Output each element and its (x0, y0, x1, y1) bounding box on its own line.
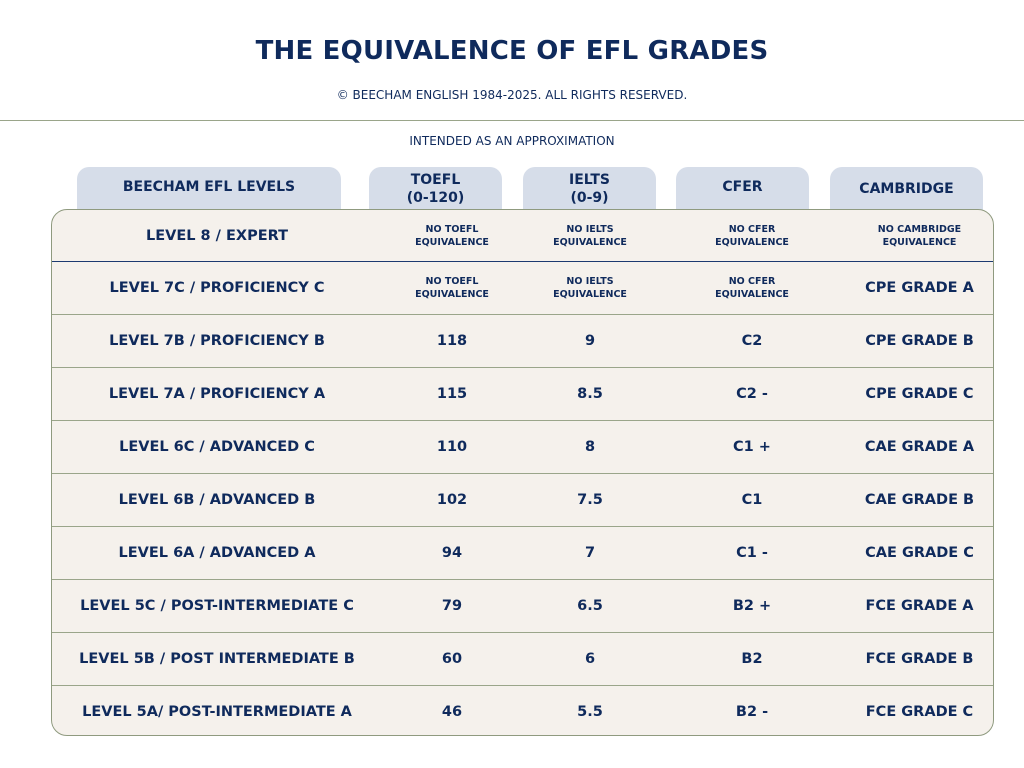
column-header-cambridge-label: CAMBRIDGE (859, 181, 954, 197)
ielts-cell: NO IELTS EQUIVALENCE (553, 276, 627, 300)
column-header-ielts-label: IELTS (568, 172, 610, 188)
level-cell: LEVEL 8 / EXPERT (145, 227, 289, 244)
level-cell: LEVEL 6C / ADVANCED C (119, 439, 315, 455)
ielts-cell: 6 (584, 651, 596, 667)
table-row (52, 580, 993, 633)
cambridge-cell: CAE GRADE B (864, 492, 975, 508)
table-row (52, 686, 993, 736)
ielts-cell: 5.5 (577, 703, 603, 720)
cfer-cell: C1 + (733, 439, 771, 455)
level-cell: LEVEL 7B / PROFICIENCY B (109, 333, 325, 349)
column-header-levels-label: BEECHAM EFL LEVELS (122, 179, 296, 195)
toefl-cell: 102 (436, 492, 468, 508)
cfer-cell: C2 (741, 333, 763, 349)
header-divider (0, 120, 1024, 121)
ielts-cell: 7.5 (577, 492, 603, 508)
level-cell: LEVEL 6B / ADVANCED B (118, 492, 316, 508)
cambridge-cell: CAE GRADE C (865, 545, 974, 561)
cfer-cell: NO CFER EQUIVALENCE (715, 276, 789, 300)
page-title: THE EQUIVALENCE OF EFL GRADES (255, 36, 769, 66)
level-cell: LEVEL 5C / POST-INTERMEDIATE C (80, 598, 354, 614)
toefl-cell: 46 (441, 703, 463, 720)
cfer-cell: C2 - (736, 386, 768, 402)
toefl-cell: 94 (441, 545, 463, 561)
toefl-cell: 115 (436, 386, 468, 402)
cambridge-cell: NO CAMBRIDGE EQUIVALENCE (877, 223, 962, 248)
toefl-cell: 118 (436, 333, 468, 349)
table-row (52, 421, 993, 474)
equivalence-table (51, 209, 994, 736)
toefl-cell: NO TOEFL EQUIVALENCE (415, 276, 489, 300)
level-cell: LEVEL 6A / ADVANCED A (118, 545, 316, 561)
column-header-toefl-label: TOEFL (410, 172, 461, 188)
column-header-ielts-range: (0-9) (570, 190, 609, 206)
table-row (52, 210, 993, 262)
cambridge-cell: FCE GRADE A (865, 598, 974, 614)
cfer-cell: NO CFER EQUIVALENCE (715, 223, 789, 248)
ielts-cell: 9 (584, 333, 596, 349)
cambridge-cell: CPE GRADE A (865, 280, 974, 296)
table-row (52, 368, 993, 421)
toefl-cell: 110 (436, 439, 468, 455)
ielts-cell: 8 (584, 439, 596, 455)
cambridge-cell: CPE GRADE C (865, 386, 974, 402)
column-header-cfer-label: CFER (722, 179, 763, 195)
cambridge-cell: FCE GRADE C (865, 703, 974, 720)
table-row (52, 527, 993, 580)
cfer-cell: B2 - (735, 703, 769, 720)
cfer-cell: B2 (741, 651, 763, 667)
table-row (52, 315, 993, 368)
level-cell: LEVEL 5B / POST INTERMEDIATE B (79, 651, 355, 667)
toefl-cell: 79 (441, 598, 463, 614)
cfer-cell: C1 (741, 492, 763, 508)
table-row (52, 474, 993, 527)
table-row (52, 262, 993, 315)
cfer-cell: B2 + (732, 598, 772, 614)
ielts-cell: 7 (584, 545, 596, 561)
approximation-note: INTENDED AS AN APPROXIMATION (409, 134, 615, 148)
ielts-cell: 8.5 (577, 386, 603, 402)
cambridge-cell: CAE GRADE A (864, 439, 975, 455)
level-cell: LEVEL 5A/ POST-INTERMEDIATE A (82, 703, 352, 720)
cfer-cell: C1 - (736, 545, 768, 561)
copyright-notice: © BEECHAM ENGLISH 1984-2025. ALL RIGHTS RESERVED. (336, 88, 688, 102)
cambridge-cell: CPE GRADE B (865, 333, 974, 349)
toefl-cell: 60 (441, 651, 463, 667)
ielts-cell: 6.5 (577, 598, 603, 614)
toefl-cell: NO TOEFL EQUIVALENCE (415, 223, 489, 248)
level-cell: LEVEL 7A / PROFICIENCY A (108, 386, 326, 402)
table-row (52, 633, 993, 686)
ielts-cell: NO IELTS EQUIVALENCE (553, 223, 627, 248)
level-cell: LEVEL 7C / PROFICIENCY C (109, 280, 325, 296)
column-header-toefl-range: (0-120) (406, 190, 465, 206)
cambridge-cell: FCE GRADE B (865, 651, 974, 667)
